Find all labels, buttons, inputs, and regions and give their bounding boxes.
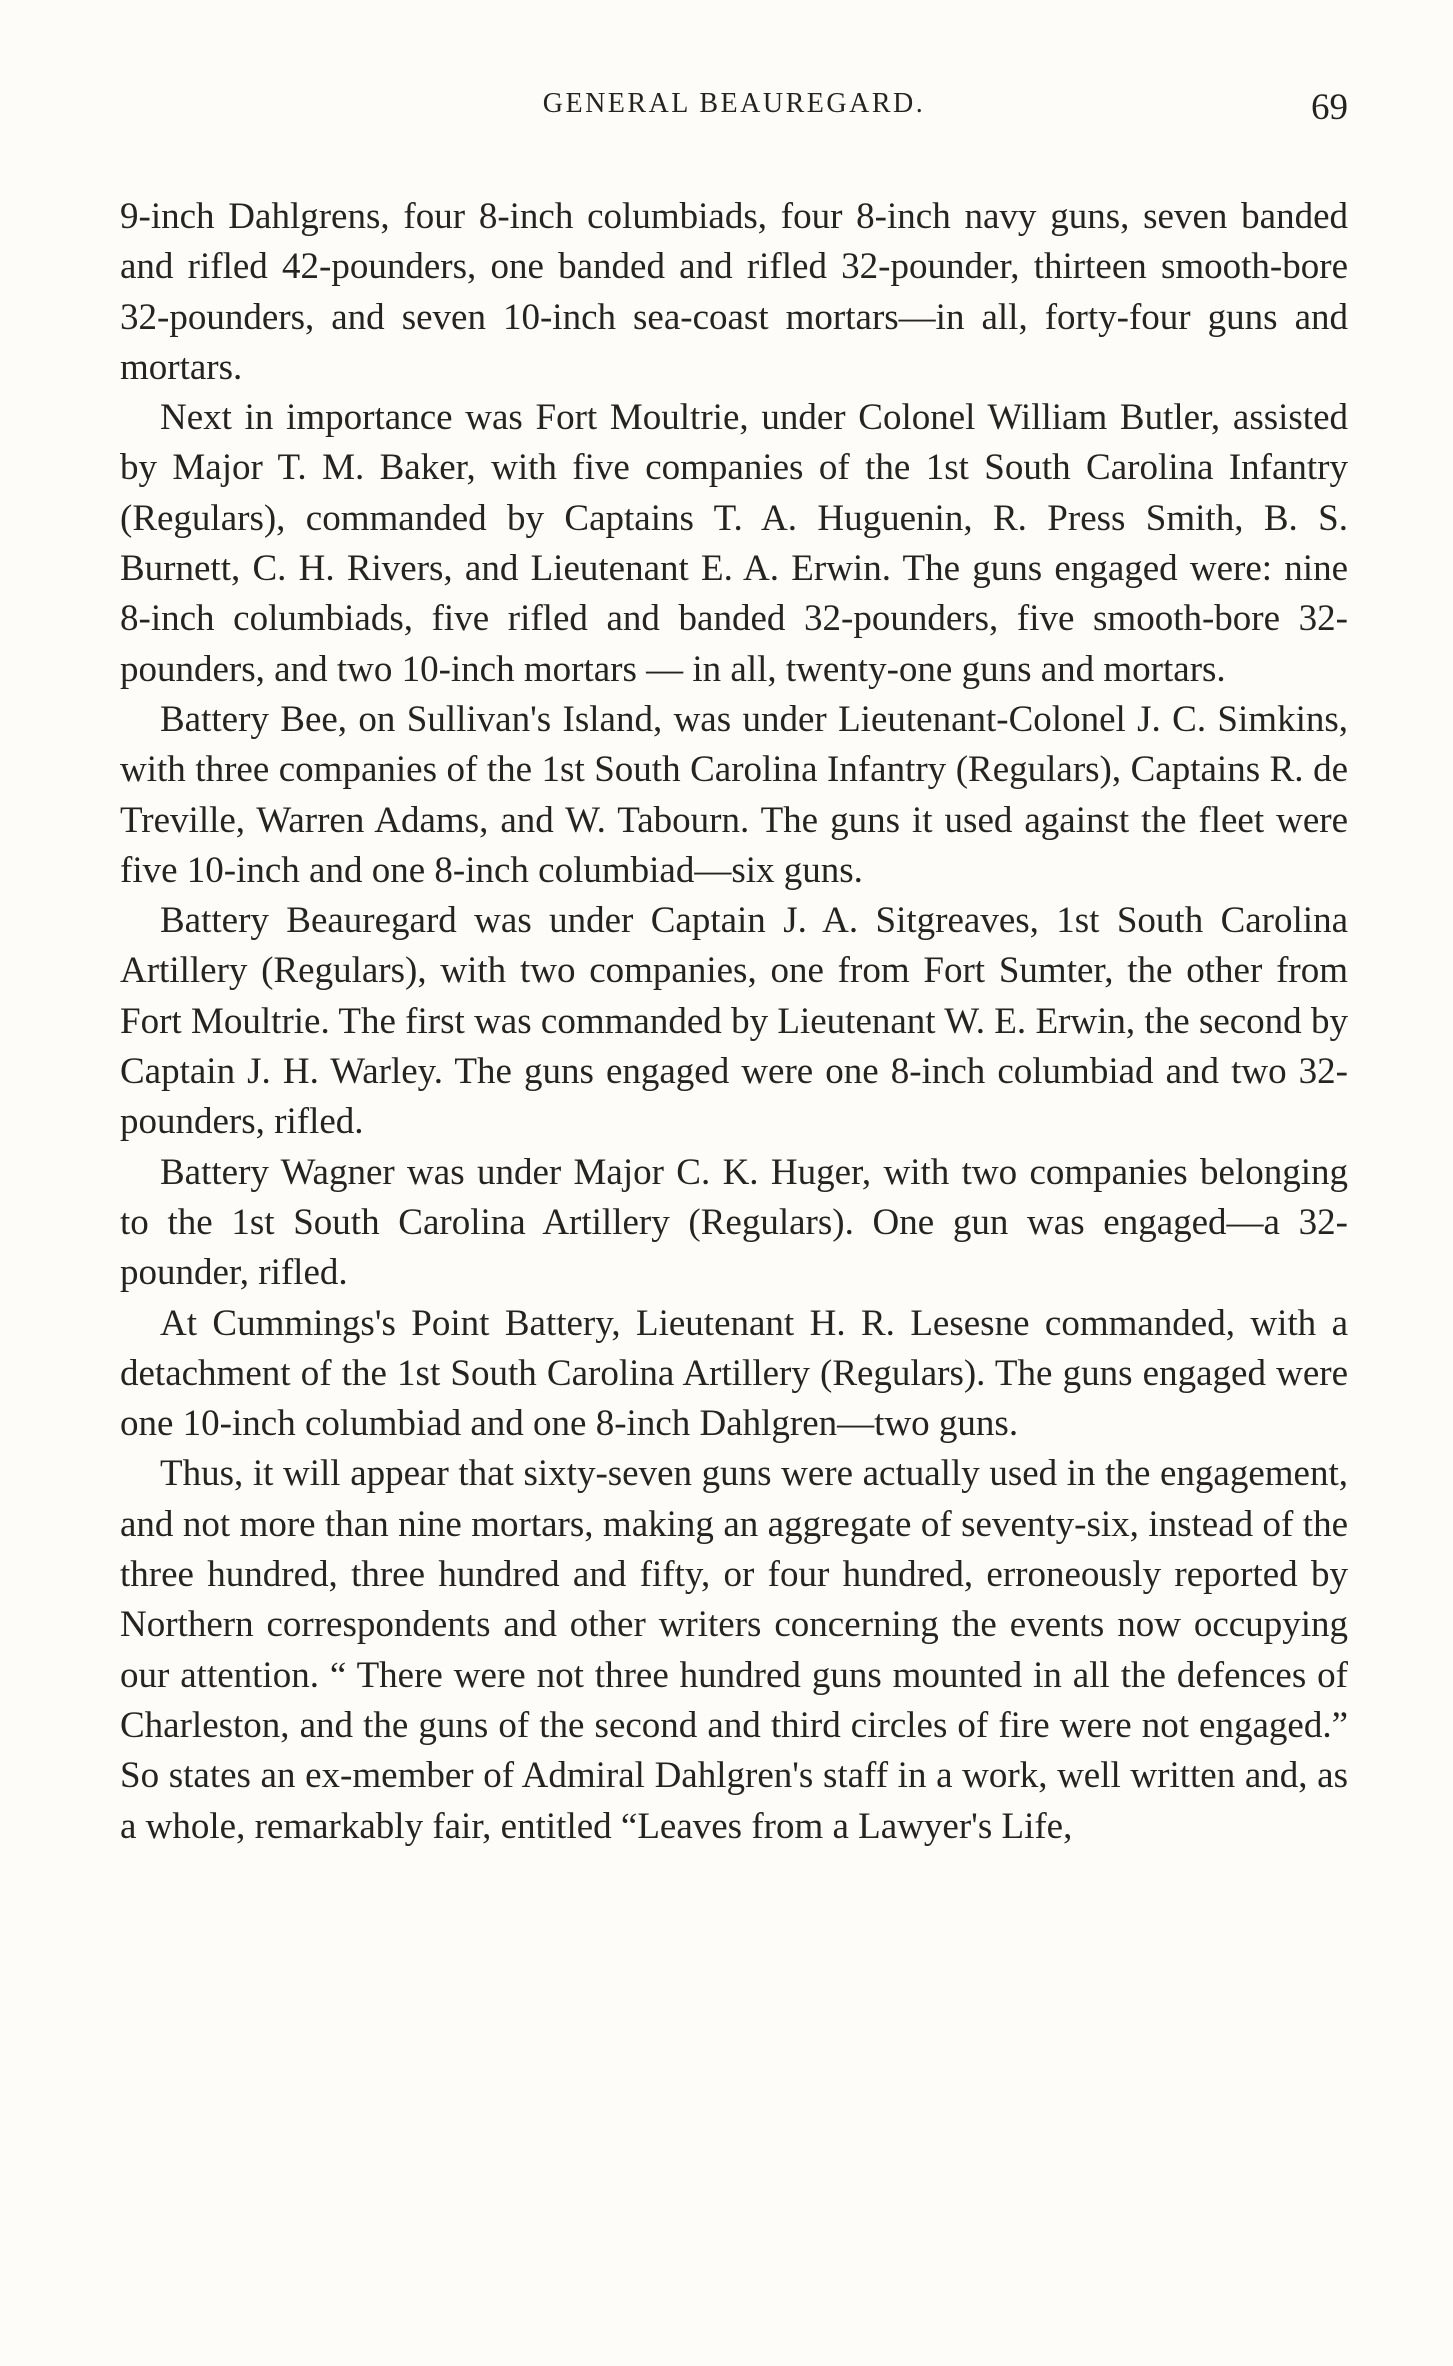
running-title: GENERAL BEAUREGARD. (542, 88, 926, 119)
body-text (120, 192, 1348, 1852)
paragraph-battery-bee: Battery Bee, on Sullivan's Island, was under Lieutenant-Colonel J. C. Simkins, with three companies of the 1st South Carolina Infantry (Regulars), Captains R. de Treville, Warren Adams, and W. Tabourn. The guns it used against the fleet were five 10-inch and one 8-inch columbiad—six guns. (120, 698, 1348, 891)
paragraph-cummings-point-battery: At Cummings's Point Battery, Lieutenant H. R. Lesesne commanded, with a detachment of the 1st South Carolina Artillery (Regulars). The guns engaged were one 10-inch columbiad and one 8-inch Dahlgren—two guns. (120, 1302, 1348, 1445)
paragraph-gun-total-summary: Thus, it will appear that sixty-seven guns were actually used in the engagement, and not more than nine mortars, making an aggregate of seventy-six, instead of the three hundred, three hundred and fifty, or four hundred, erroneously reported by Northern correspondents and other writers concerning the events now occupying our attention. “ There were not three hundred guns mounted in all the defences of Charleston, and the guns of the second and third circles of fire were not engaged.” So states an ex-member of Admiral Dahlgren's staff in a work, well written and, as a whole, remarkably fair, entitled “Leaves from a Lawyer's Life, (120, 1453, 1348, 1847)
paragraph-gun-list-continued: 9-inch Dahlgrens, four 8-inch columbiads, four 8-inch navy guns, seven banded and rifled 42-pounders, one banded and rifled 32-pounder, thirteen smooth-bore 32-pounders, and seven 10-inch sea-coast mortars—in all, forty-four guns and mortars. (120, 196, 1348, 388)
page-number: 69 (1311, 87, 1348, 128)
paragraph-battery-wagner: Battery Wagner was under Major C. K. Huger, with two companies belonging to the 1st South Carolina Artillery (Regulars). One gun was engaged—a 32-pounder, rifled. (120, 1151, 1348, 1294)
book-page (120, 78, 1348, 1852)
paragraph-fort-moultrie: Next in importance was Fort Moultrie, under Colonel William Butler, assisted by Major T. M. Baker, with five companies of the 1st South Carolina Infantry (Regulars), commanded by Captains T. A. Huguenin, R. Press Smith, B. S. Burnett, C. H. Rivers, and Lieutenant E. A. Erwin. The guns engaged were: nine 8-inch columbiads, five rifled and banded 32-pounders, five smooth-bore 32-pounders, and two 10-inch mortars — in all, twenty-one guns and mortars. (120, 397, 1348, 690)
running-head (120, 78, 1348, 148)
paragraph-battery-beauregard: Battery Beauregard was under Captain J. A. Sitgreaves, 1st South Carolina Artillery (Regulars), with two companies, one from Fort Sumter, the other from Fort Moultrie. The first was commanded by Lieutenant W. E. Erwin, the second by Captain J. H. Warley. The guns engaged were one 8-inch columbiad and two 32-pounders, rifled. (120, 900, 1348, 1143)
